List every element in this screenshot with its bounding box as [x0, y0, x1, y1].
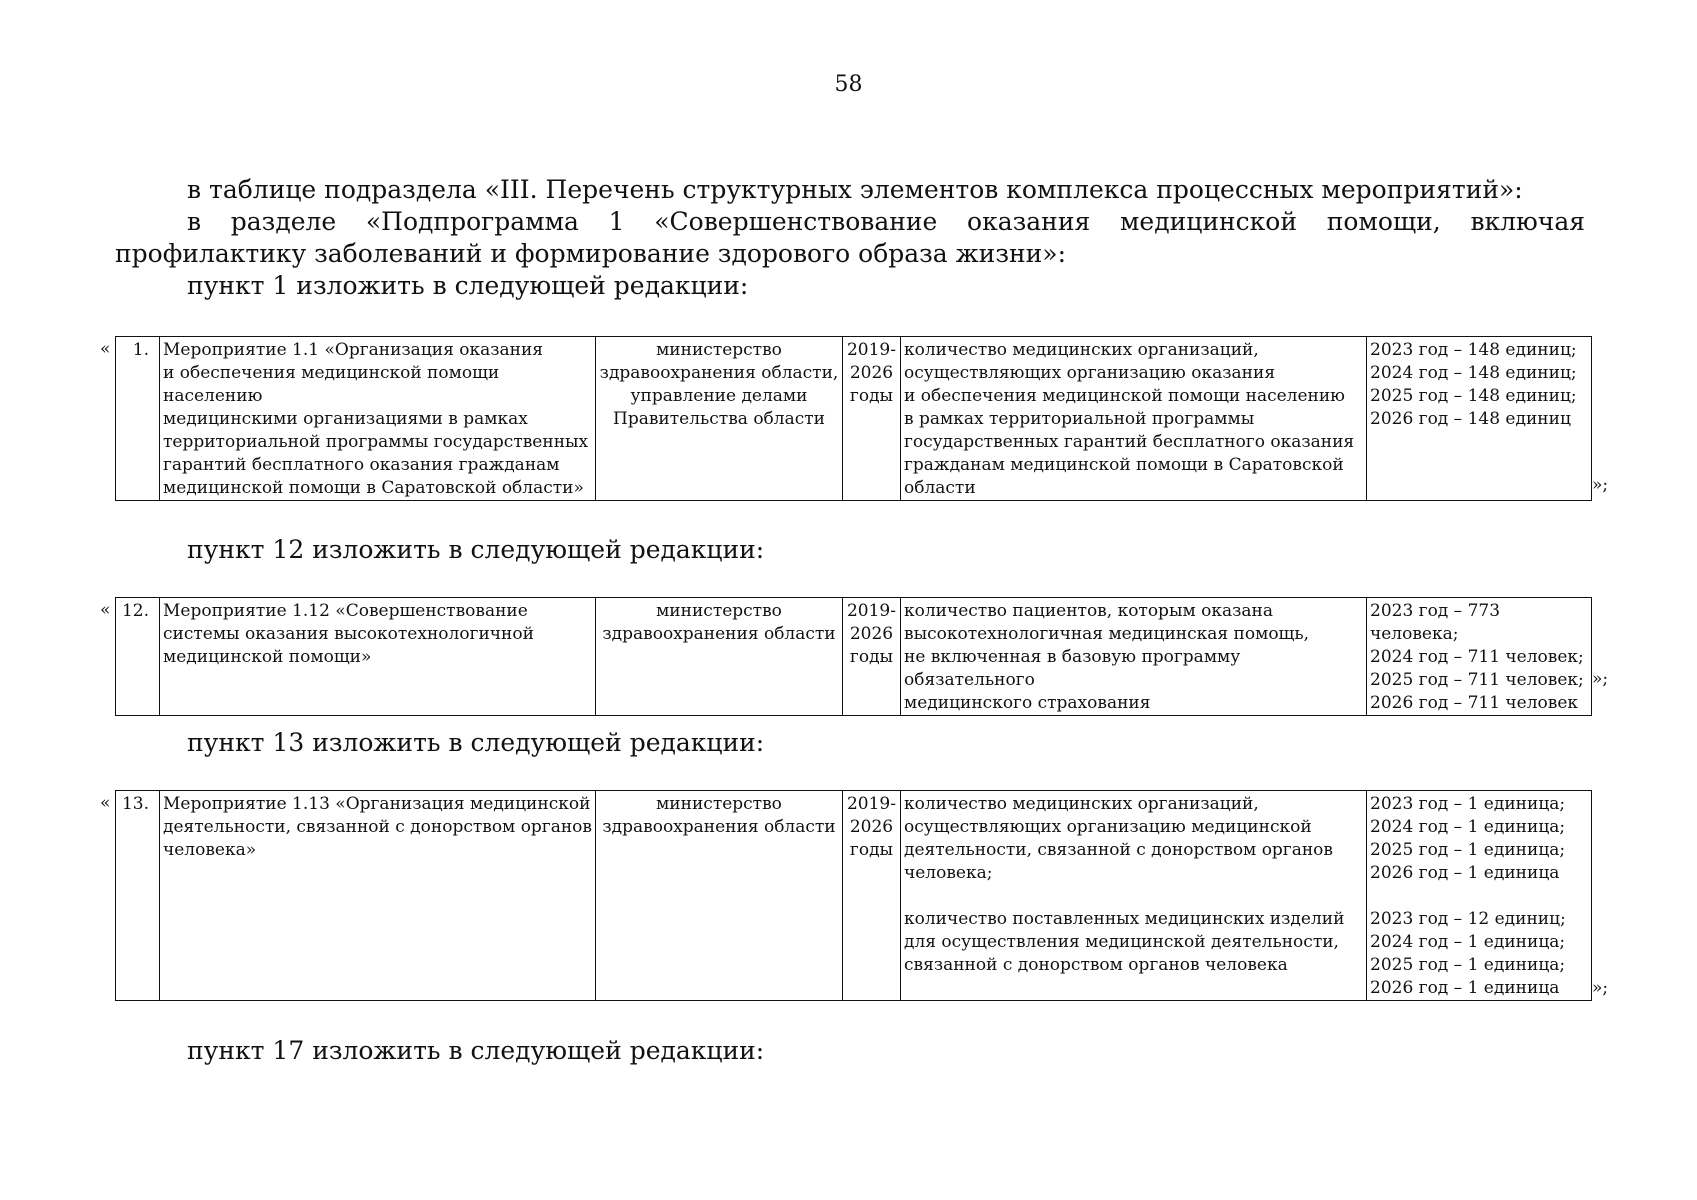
cell-line: деятельности, связанной с донорством органов — [904, 840, 1333, 860]
cell-line: 2023 год – 773 человека; — [1370, 601, 1501, 644]
cell-line: 2019- — [846, 340, 896, 360]
open-quote: « — [100, 339, 111, 359]
cell-line: осуществляющих организацию медицинской — [904, 817, 1312, 837]
cell-line: 2019- — [846, 601, 896, 621]
cell-line: 2019- — [846, 794, 896, 814]
cell-line: министерство — [656, 601, 782, 621]
table-item-12 — [115, 597, 1592, 716]
cell-line: 2024 год – 711 человек; — [1370, 647, 1584, 667]
cell-line: 2026 год – 1 единица — [1370, 863, 1560, 883]
cell-line: связанной с донорством органов человека — [904, 955, 1288, 975]
period-cell — [843, 598, 901, 716]
cell-line: человека» — [163, 840, 257, 860]
close-quote: »; — [1592, 475, 1609, 495]
table-item-13 — [115, 790, 1592, 1001]
cell-line: 2026 — [849, 817, 894, 837]
cell-line: 2026 год – 148 единиц — [1370, 409, 1571, 429]
values-cell — [1367, 791, 1592, 1001]
table-row — [116, 791, 1592, 1001]
cell-line: государственных гарантий бесплатного оказания — [904, 432, 1355, 452]
heading-item-17: пункт 17 изложить в следующей редакции: — [187, 1036, 765, 1065]
cell-line: министерство — [656, 340, 782, 360]
cell-line: для осуществления медицинской деятельности, — [904, 932, 1339, 952]
cell-line: и обеспечения медицинской помощи населению — [904, 386, 1345, 406]
row-number: 13. — [116, 791, 160, 1001]
heading-item-12: пункт 12 изложить в следующей редакции: — [187, 535, 765, 564]
open-quote: « — [100, 600, 111, 620]
cell-line: управление делами — [630, 386, 808, 406]
event-cell — [160, 337, 596, 501]
cell-line: человека; — [904, 863, 993, 883]
cell-line: медицинского страхования — [904, 693, 1151, 713]
cell-line: 2025 год – 711 человек; — [1370, 670, 1584, 690]
indicator-cell — [901, 598, 1367, 716]
period-cell — [843, 791, 901, 1001]
cell-line: высокотехнологичная медицинская помощь, — [904, 624, 1310, 644]
cell-line: количество медицинских организаций, — [904, 340, 1259, 360]
responsible-cell — [596, 598, 843, 716]
cell-line: годы — [849, 840, 894, 860]
cell-line: системы оказания высокотехнологичной — [163, 624, 534, 644]
indicator-organizations — [904, 793, 1363, 885]
values-devices — [1370, 908, 1588, 1000]
event-cell — [160, 791, 596, 1001]
event-cell — [160, 598, 596, 716]
cell-line: осуществляющих организацию оказания — [904, 363, 1276, 383]
cell-line: 2023 год – 12 единиц; — [1370, 909, 1566, 929]
indicator-devices — [904, 908, 1363, 977]
row-number: 12. — [116, 598, 160, 716]
cell-line: Правительства области — [613, 409, 825, 429]
heading-item-13: пункт 13 изложить в следующей редакции: — [187, 728, 765, 757]
cell-line: медицинской помощи» — [163, 647, 372, 667]
intro-line-2: в разделе «Подпрограмма 1 «Совершенствование оказания медицинской помощи, включая профилактику заболеваний и формирование здорового образа жизни»: — [115, 207, 1585, 268]
cell-line: в рамках территориальной программы — [904, 409, 1255, 429]
intro-line-1: в таблице подраздела «III. Перечень структурных элементов комплекса процессных мероприятий»: — [187, 175, 1523, 204]
close-quote: »; — [1592, 978, 1609, 998]
cell-line: годы — [849, 647, 894, 667]
cell-line: 2026 год – 1 единица — [1370, 978, 1560, 998]
table-item-1 — [115, 336, 1592, 501]
period-cell — [843, 337, 901, 501]
cell-line: деятельности, связанной с донорством органов — [163, 817, 592, 837]
cell-line: министерство — [656, 794, 782, 814]
cell-line: количество поставленных медицинских изделий — [904, 909, 1345, 929]
cell-line: медицинской помощи в Саратовской области» — [163, 478, 584, 498]
close-quote: »; — [1592, 669, 1609, 689]
cell-line: здравоохранения области — [602, 817, 836, 837]
cell-line: и обеспечения медицинской помощи населению — [163, 363, 500, 406]
responsible-cell — [596, 337, 843, 501]
indicator-cell — [901, 791, 1367, 1001]
values-cell — [1367, 337, 1592, 501]
cell-line: 2025 год – 1 единица; — [1370, 840, 1566, 860]
cell-line: 2023 год – 148 единиц; — [1370, 340, 1577, 360]
cell-line: годы — [849, 386, 894, 406]
cell-line: 2025 год – 1 единица; — [1370, 955, 1566, 975]
table-row — [116, 598, 1592, 716]
responsible-cell — [596, 791, 843, 1001]
cell-line: Мероприятие 1.1 «Организация оказания — [163, 340, 544, 360]
cell-line: 2025 год – 148 единиц; — [1370, 386, 1577, 406]
cell-line: 2024 год – 1 единица; — [1370, 932, 1566, 952]
cell-line: количество медицинских организаций, — [904, 794, 1259, 814]
cell-line: территориальной программы государственных — [163, 432, 589, 452]
cell-line: здравоохранения области, — [599, 363, 839, 383]
cell-line: Мероприятие 1.12 «Совершенствование — [163, 601, 528, 621]
cell-line: здравоохранения области — [602, 624, 836, 644]
indicator-cell — [901, 337, 1367, 501]
table-row — [116, 337, 1592, 501]
page-number: 58 — [834, 72, 863, 97]
cell-line: гражданам медицинской помощи в Саратовской — [904, 455, 1344, 475]
cell-line: 2026 — [849, 624, 894, 644]
cell-line: не включенная в базовую программу обязательного — [904, 647, 1241, 690]
cell-line: медицинскими организациями в рамках — [163, 409, 528, 429]
cell-line: области — [904, 478, 976, 498]
cell-line: 2026 год – 711 человек — [1370, 693, 1579, 713]
cell-line: 2024 год – 148 единиц; — [1370, 363, 1577, 383]
values-organizations — [1370, 793, 1588, 885]
cell-line: 2024 год – 1 единица; — [1370, 817, 1566, 837]
cell-line: Мероприятие 1.13 «Организация медицинской — [163, 794, 591, 814]
row-number: 1. — [116, 337, 160, 501]
heading-item-1: пункт 1 изложить в следующей редакции: — [187, 271, 749, 300]
values-cell — [1367, 598, 1592, 716]
cell-line: гарантий бесплатного оказания гражданам — [163, 455, 560, 475]
cell-line: 2023 год – 1 единица; — [1370, 794, 1566, 814]
open-quote: « — [100, 793, 111, 813]
cell-line: количество пациентов, которым оказана — [904, 601, 1273, 621]
cell-line: 2026 — [849, 363, 894, 383]
